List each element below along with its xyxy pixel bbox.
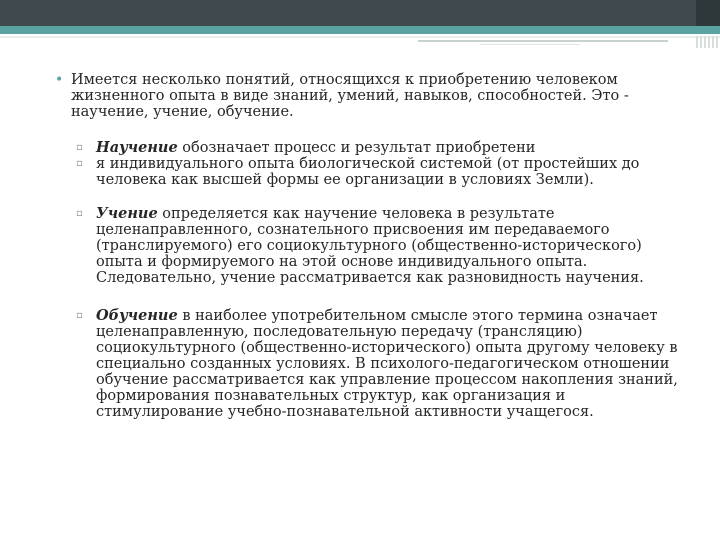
intro-text: Имеется несколько понятий, относящихся к приобретению человеком жизненного опыта в виде знаний, умений, навыков, способностей. Это - научение, учение, обучение. (71, 72, 629, 120)
item-text: Обучение в наиболее употребительном смысле этого термина означает целенаправленную, последовательную передачу (трансляцию) социокультурного (общественно-исторического) опыта другому человеку в специально созданных условиях. В психолого-педагогическом отношении обучение рассматривается как управление процессом накопления знаний, формирования познавательных структур, как организация и стимулирование учебно-познавательной активности учащегося. (96, 307, 678, 420)
item-text: Учение определяется как научение человека в результате целенаправленного, сознательного присвоения им передаваемого (транслируемого) его социокультурного (общественно-исторического) опыта и формируемого на этой основе индивидуального опыта. Следовательно, учение рассматривается как разновидность научения. (96, 205, 644, 286)
decorative-line (480, 44, 580, 45)
header-accent-stripe (0, 26, 720, 34)
definition-list (76, 140, 685, 420)
term-label: Научение (96, 139, 178, 156)
list-item (76, 156, 685, 188)
decorative-line (0, 36, 720, 38)
sub-bullet-icon: ▫ (76, 142, 83, 153)
header-band (0, 0, 720, 26)
bullet-icon: • (55, 72, 64, 88)
sub-bullet-icon: ▫ (76, 158, 83, 169)
sub-bullet-icon: ▫ (76, 310, 83, 321)
decorative-dots (696, 36, 720, 48)
sub-bullet-icon: ▫ (76, 208, 83, 219)
intro-paragraph (55, 72, 685, 120)
item-text: Научение обозначает процесс и результат приобретени (96, 139, 536, 156)
list-item (76, 206, 685, 286)
item-text: я индивидуального опыта биологической системой (от простейших до человека как высшей формы ее организации в условиях Земли). (96, 156, 640, 188)
term-label: Обучение (96, 307, 178, 324)
decorative-line (418, 40, 668, 42)
header-band-corner (696, 0, 720, 26)
list-item (76, 140, 685, 156)
slide-content (55, 72, 685, 420)
term-label: Учение (96, 205, 158, 222)
list-item (76, 308, 685, 420)
